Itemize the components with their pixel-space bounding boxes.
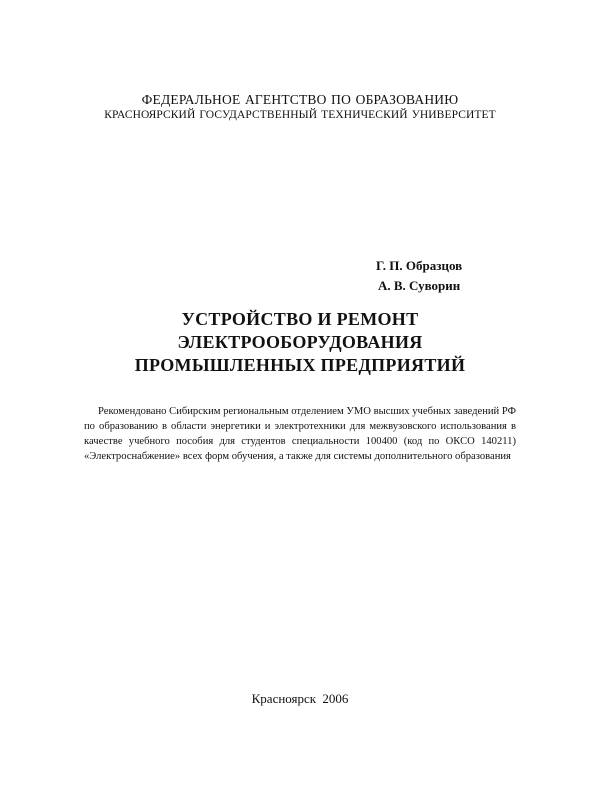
agency-name: ФЕДЕРАЛЬНОЕ АГЕНТСТВО ПО ОБРАЗОВАНИЮ [141,92,459,107]
book-title [0,308,600,377]
university-name: КРАСНОЯРСКИЙ ГОСУДАРСТВЕННЫЙ ТЕХНИЧЕСКИЙ УНИВЕРСИТЕТ [104,109,496,121]
book-title-line: УСТРОЙСТВО И РЕМОНТ [181,309,419,329]
book-title-line: ЭЛЕКТРООБОРУДОВАНИЯ [177,332,423,352]
recommendation-text: Рекомендовано Сибирским региональным отделением УМО высших учебных заведений РФ по образованию в области энергетики и электротехники для межвузовского использования в качестве учебного пособия для студентов специальности 100400 (код по ОКСО 140211) «Электроснабжение» всех форм обучения, а также для системы дополнительного образования [84,406,516,462]
authors-block [376,256,462,296]
author-name: А. В. Суворин [378,278,461,293]
publication-place-year: Красноярск 2006 [251,691,349,706]
book-title-line: ПРОМЫШЛЕННЫХ ПРЕДПРИЯТИЙ [134,355,466,375]
author-name: Г. П. Образцов [376,258,463,273]
